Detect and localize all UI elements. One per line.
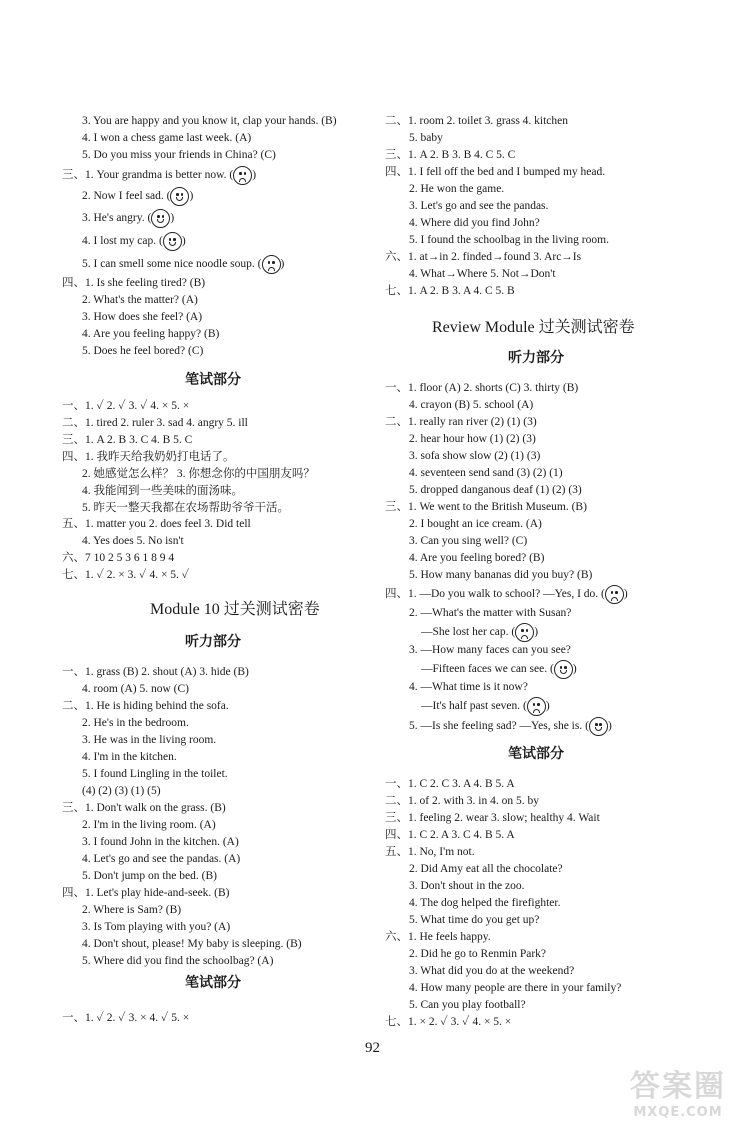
answer-line bbox=[82, 834, 239, 850]
answer-line bbox=[62, 698, 229, 714]
answer-line bbox=[409, 963, 574, 979]
answer-line bbox=[82, 147, 276, 163]
answer-line bbox=[82, 766, 228, 782]
answer-line-text: 3. He was in the living room. bbox=[82, 734, 217, 746]
answer-line bbox=[82, 732, 216, 748]
answer-line bbox=[385, 810, 600, 826]
answer-line bbox=[409, 878, 524, 894]
answer-line bbox=[385, 147, 515, 163]
answer-line-text: 4. I lost my cap. ( bbox=[82, 235, 163, 248]
answer-line bbox=[82, 483, 243, 499]
answer-line: 2. Now I feel sad. ( ) bbox=[82, 187, 193, 206]
smiley-face-icon bbox=[151, 209, 170, 228]
answer-line-text: (4) (2) (3) (1) (5) bbox=[82, 785, 161, 797]
answer-line bbox=[385, 793, 539, 809]
answer-line-text: 四、1. 我昨天给我奶奶打电话了。 bbox=[62, 451, 235, 463]
answer-line-text: 2. What's the matter? (A) bbox=[82, 294, 198, 306]
section-heading bbox=[185, 634, 241, 652]
watermark-url: MXQE.COM bbox=[633, 1105, 723, 1120]
answer-line-text: 5. Do you miss your friends in China? (C) bbox=[82, 149, 276, 161]
answer-line-text: 2. hear hour how (1) (2) (3) bbox=[409, 433, 536, 445]
answer-line bbox=[62, 567, 189, 583]
answer-line-text: 2. Now I feel sad. ( bbox=[82, 190, 171, 203]
answer-line bbox=[82, 715, 189, 731]
answer-line bbox=[82, 936, 302, 952]
answer-line bbox=[62, 550, 174, 566]
answer-line bbox=[82, 292, 198, 308]
answer-line-text: 5. 昨天一整天我都在农场帮助爷爷干活。 bbox=[82, 502, 289, 514]
answer-line-text: 2. He won the game. bbox=[409, 183, 505, 195]
answer-line-text: —It's half past seven. ( bbox=[421, 700, 527, 713]
answer-line-text: 4. How many people are there in your family? bbox=[409, 982, 622, 994]
answer-line bbox=[409, 465, 563, 481]
answer-line-text: 5. Don't jump on the bed. (B) bbox=[82, 870, 217, 882]
answer-line bbox=[82, 868, 217, 884]
answer-line-text: 一、1. ✓ 2. ✓ 3. ✓ 4. × 5. × bbox=[62, 400, 190, 412]
answer-line-text: 4. What→Where 5. Not→Don't bbox=[409, 268, 556, 280]
answer-line bbox=[62, 664, 249, 680]
answer-line bbox=[385, 1014, 511, 1030]
answer-line-text: 5. Can you play football? bbox=[409, 999, 526, 1011]
answer-line bbox=[409, 861, 563, 877]
answer-line-text: 七、1. A 2. B 3. A 4. C 5. B bbox=[385, 285, 515, 297]
answer-line bbox=[62, 1010, 189, 1026]
answer-line-text: 三、1. We went to the British Museum. (B) bbox=[385, 501, 587, 513]
answer-line bbox=[385, 844, 475, 860]
answer-line bbox=[409, 266, 556, 282]
section-heading-text: 听力部分 bbox=[508, 351, 564, 366]
answer-line-text: 七、1. ✓ 2. × 3. ✓ 4. × 5. ✓ bbox=[62, 569, 190, 581]
answer-line-text: 5. I can smell some nice noodle soup. ( bbox=[82, 258, 262, 271]
page-number: 92 bbox=[365, 1040, 380, 1056]
answer-line-text: 2. I bought an ice cream. (A) bbox=[409, 518, 542, 530]
answer-line bbox=[409, 912, 539, 928]
section-heading bbox=[185, 372, 241, 390]
answer-line-text: 3. How does she feel? (A) bbox=[82, 311, 203, 323]
answer-line-text: 4. Where did you find John? bbox=[409, 217, 540, 229]
answer-line-text: 5. —Is she feeling sad? —Yes, she is. ( bbox=[409, 720, 589, 733]
answer-line: —She lost her cap. ( ) bbox=[421, 623, 538, 642]
answer-line-text: 4. I'm in the kitchen. bbox=[82, 751, 177, 763]
answer-line-text: 5. I found the schoolbag in the living room. bbox=[409, 234, 609, 246]
answer-line-text: 5. How many bananas did you buy? (B) bbox=[409, 569, 593, 581]
answer-line bbox=[409, 642, 571, 658]
section-heading bbox=[185, 975, 241, 993]
answer-line-text: 2. He's in the bedroom. bbox=[82, 717, 189, 729]
answer-line bbox=[385, 827, 515, 843]
answer-line bbox=[82, 817, 216, 833]
watermark-logo bbox=[614, 1069, 742, 1129]
section-heading-text: 笔试部分 bbox=[508, 747, 564, 762]
answer-line bbox=[409, 980, 621, 996]
answer-line bbox=[82, 902, 181, 918]
answer-line-text: 三、1. feeling 2. wear 3. slow; healthy 4. Wait bbox=[385, 812, 600, 824]
answer-line-text: 二、1. tired 2. ruler 3. sad 4. angry 5. ill bbox=[62, 417, 248, 429]
answer-line-text: 二、1. really ran river (2) (1) (3) bbox=[385, 416, 537, 428]
answer-line-text: 四、1. Let's play hide-and-seek. (B) bbox=[62, 887, 230, 899]
answer-line bbox=[409, 946, 546, 962]
section-heading-text: 笔试部分 bbox=[185, 373, 241, 388]
answer-line-text: 3. You are happy and you know it, clap your hands. (B) bbox=[82, 115, 337, 127]
answer-line-text: 一、1. floor (A) 2. shorts (C) 3. thirty (B) bbox=[385, 382, 579, 394]
answer-line bbox=[385, 283, 515, 299]
answer-line bbox=[409, 997, 526, 1013]
answer-line bbox=[409, 605, 571, 621]
sad-face-icon bbox=[527, 697, 546, 716]
answer-line-text: 2. Where is Sam? (B) bbox=[82, 904, 182, 916]
answer-line-text: 三、1. Don't walk on the grass. (B) bbox=[62, 802, 226, 814]
answer-line-text: 4. Let's go and see the pandas. (A) bbox=[82, 853, 241, 865]
answer-line bbox=[82, 130, 251, 146]
answer-line-text: 五、1. No, I'm not. bbox=[385, 846, 475, 858]
answer-line-text: 3. Is Tom playing with you? (A) bbox=[82, 921, 231, 933]
sad-face-icon bbox=[262, 255, 281, 274]
answer-line bbox=[385, 164, 605, 180]
answer-line bbox=[409, 448, 540, 464]
answer-line-text: —Fifteen faces we can see. ( bbox=[421, 663, 554, 676]
answer-line bbox=[82, 533, 184, 549]
answer-line-text: 4. room (A) 5. now (C) bbox=[82, 683, 189, 695]
answer-line bbox=[409, 181, 504, 197]
answer-line bbox=[82, 919, 230, 935]
answer-line-text: 三、1. A 2. B 3. B 4. C 5. C bbox=[385, 149, 516, 161]
answer-line: 5. —Is she feeling sad? —Yes, she is. ( ) bbox=[409, 717, 612, 736]
answer-line-text: 4. Are you feeling bored? (B) bbox=[409, 552, 545, 564]
answer-line-text: 4. Are you feeling happy? (B) bbox=[82, 328, 220, 340]
smiley-face-icon bbox=[554, 660, 573, 679]
answer-line bbox=[409, 431, 536, 447]
module-title: Module 10 过关测试密卷 bbox=[150, 601, 320, 618]
section-heading bbox=[508, 350, 564, 368]
section-heading-text: 笔试部分 bbox=[185, 976, 241, 991]
answer-line: 三、1. Your grandma is better now. ( ) bbox=[62, 166, 256, 185]
answer-line-text: 六、1. at→in 2. finded→found 3. Arc→Is bbox=[385, 251, 582, 263]
sad-face-icon bbox=[233, 166, 252, 185]
answer-line-text: 三、1. Your grandma is better now. ( bbox=[62, 169, 234, 182]
answer-line-text: 三、1. A 2. B 3. C 4. B 5. C bbox=[62, 434, 193, 446]
answer-line-text: 一、1. ✓ 2. ✓ 3. × 4. ✓ 5. × bbox=[62, 1012, 190, 1024]
answer-line-text: 六、1. He feels happy. bbox=[385, 931, 491, 943]
answer-line-text: 3. —How many faces can you see? bbox=[409, 644, 571, 656]
answer-line bbox=[62, 415, 248, 431]
answer-line-text: 3. He's angry. ( bbox=[82, 212, 152, 225]
section-heading bbox=[508, 746, 564, 764]
answer-line bbox=[409, 215, 540, 231]
answer-line-text: 四、1. C 2. A 3. C 4. B 5. A bbox=[385, 829, 515, 841]
answer-line-text: 4. —What time is it now? bbox=[409, 681, 528, 693]
answer-line-text: 四、1. —Do you walk to school? —Yes, I do. ( bbox=[385, 588, 605, 601]
answer-line bbox=[409, 679, 528, 695]
module-title: Review Module 过关测试密卷 bbox=[432, 319, 635, 336]
answer-line-text: 4. Yes does 5. No isn't bbox=[82, 535, 184, 547]
answer-line-text: 5. What time do you get up? bbox=[409, 914, 540, 926]
answer-line-text: 5. Where did you find the schoolbag? (A) bbox=[82, 955, 274, 967]
answer-line bbox=[62, 516, 251, 532]
answer-line bbox=[62, 432, 192, 448]
answer-line bbox=[385, 113, 568, 129]
answer-line bbox=[385, 380, 578, 396]
answer-line bbox=[385, 414, 537, 430]
answer-line: —Fifteen faces we can see. ( ) bbox=[421, 660, 577, 679]
answer-line-text: 二、1. He is hiding behind the sofa. bbox=[62, 700, 229, 712]
answer-line bbox=[409, 397, 533, 413]
answer-line-text: 4. I won a chess game last week. (A) bbox=[82, 132, 252, 144]
answer-line bbox=[82, 466, 315, 482]
answer-line bbox=[82, 500, 289, 516]
answer-line bbox=[409, 198, 548, 214]
answer-line bbox=[409, 895, 560, 911]
answer-line-text: 4. The dog helped the firefighter. bbox=[409, 897, 561, 909]
answer-line bbox=[409, 533, 527, 549]
answer-line bbox=[385, 929, 491, 945]
answer-line bbox=[62, 885, 230, 901]
answer-line: 5. I can smell some nice noodle soup. ( ) bbox=[82, 255, 284, 274]
answer-line bbox=[62, 800, 226, 816]
answer-line-text: 4. 我能闻到一些美味的面汤味。 bbox=[82, 485, 243, 497]
answer-line-text: 2. 她感觉怎么样？ 3. 你想念你的中国朋友吗？ bbox=[82, 468, 315, 480]
answer-line-text: 四、1. Is she feeling tired? (B) bbox=[62, 277, 206, 289]
answer-line-text: 二、1. of 2. with 3. in 4. on 5. by bbox=[385, 795, 539, 807]
answer-line bbox=[82, 681, 189, 697]
answer-line-text: 3. Let's go and see the pandas. bbox=[409, 200, 549, 212]
answer-line bbox=[82, 309, 202, 325]
answer-line bbox=[409, 130, 443, 146]
answer-line-text: 5. Does he feel bored? (C) bbox=[82, 345, 204, 357]
answer-line-text: 3. Can you sing well? (C) bbox=[409, 535, 528, 547]
sad-face-icon bbox=[605, 585, 624, 604]
answer-line-text: 5. dropped danganous deaf (1) (2) (3) bbox=[409, 484, 582, 496]
answer-line-text: 二、1. room 2. toilet 3. grass 4. kitchen bbox=[385, 115, 569, 127]
answer-line-text: 5. I found Lingling in the toilet. bbox=[82, 768, 228, 780]
answer-line-text: 5. baby bbox=[409, 132, 443, 144]
answer-line-text: —She lost her cap. ( bbox=[421, 626, 516, 639]
answer-line bbox=[82, 783, 161, 799]
answer-line bbox=[409, 516, 542, 532]
sad-face-icon bbox=[515, 623, 534, 642]
answer-line bbox=[409, 567, 592, 583]
answer-line-text: 2. Did he go to Renmin Park? bbox=[409, 948, 547, 960]
answer-line-text: 3. What did you do at the weekend? bbox=[409, 965, 575, 977]
answer-line: 4. I lost my cap. ( ) bbox=[82, 232, 186, 251]
answer-line bbox=[62, 398, 189, 414]
answer-line-text: 2. Did Amy eat all the chocolate? bbox=[409, 863, 563, 875]
answer-line bbox=[62, 449, 235, 465]
answer-line-text: 2. —What's the matter with Susan? bbox=[409, 607, 572, 619]
answer-line: —It's half past seven. ( ) bbox=[421, 697, 550, 716]
answer-line bbox=[82, 851, 240, 867]
answer-line-text: 4. crayon (B) 5. school (A) bbox=[409, 399, 534, 411]
smiley-face-icon bbox=[170, 187, 189, 206]
section-heading-text: 听力部分 bbox=[185, 635, 241, 650]
answer-line-text: 一、1. grass (B) 2. shout (A) 3. hide (B) bbox=[62, 666, 249, 678]
answer-line bbox=[62, 275, 205, 291]
answer-line-text: 4. seventeen send sand (3) (2) (1) bbox=[409, 467, 563, 479]
answer-line-text: 4. Don't shout, please! My baby is sleeping. (B) bbox=[82, 938, 302, 950]
answer-line-text: 2. I'm in the living room. (A) bbox=[82, 819, 216, 831]
answer-line-text: 一、1. C 2. C 3. A 4. B 5. A bbox=[385, 778, 515, 790]
smiley-face-icon bbox=[163, 232, 182, 251]
answer-line-text: 四、1. I fell off the bed and I bumped my head. bbox=[385, 166, 606, 178]
watermark-text: 答案圈 bbox=[630, 1069, 726, 1104]
answer-line: 3. He's angry. ( ) bbox=[82, 209, 174, 228]
answer-line-text: 3. I found John in the kitchen. (A) bbox=[82, 836, 239, 848]
answer-line: 四、1. —Do you walk to school? —Yes, I do. ( ) bbox=[385, 585, 628, 604]
answer-line bbox=[82, 113, 337, 129]
answer-line-text: 六、7 10 2 5 3 6 1 8 9 4 bbox=[62, 552, 175, 564]
answer-line bbox=[409, 550, 544, 566]
smiley-face-icon bbox=[589, 717, 608, 736]
answer-line bbox=[409, 482, 582, 498]
answer-line-text: 五、1. matter you 2. does feel 3. Did tell bbox=[62, 518, 251, 530]
answer-line bbox=[385, 499, 587, 515]
answer-line bbox=[385, 776, 515, 792]
answer-line bbox=[82, 326, 219, 342]
answer-line bbox=[82, 953, 273, 969]
answer-line-text: 七、1. × 2. ✓ 3. ✓ 4. × 5. × bbox=[385, 1016, 512, 1028]
answer-line-text: 3. Don't shout in the zoo. bbox=[409, 880, 525, 892]
answer-line bbox=[82, 749, 177, 765]
answer-line bbox=[409, 232, 609, 248]
answer-line-text: 3. sofa show slow (2) (1) (3) bbox=[409, 450, 541, 462]
answer-line bbox=[385, 249, 581, 265]
answer-line bbox=[82, 343, 203, 359]
